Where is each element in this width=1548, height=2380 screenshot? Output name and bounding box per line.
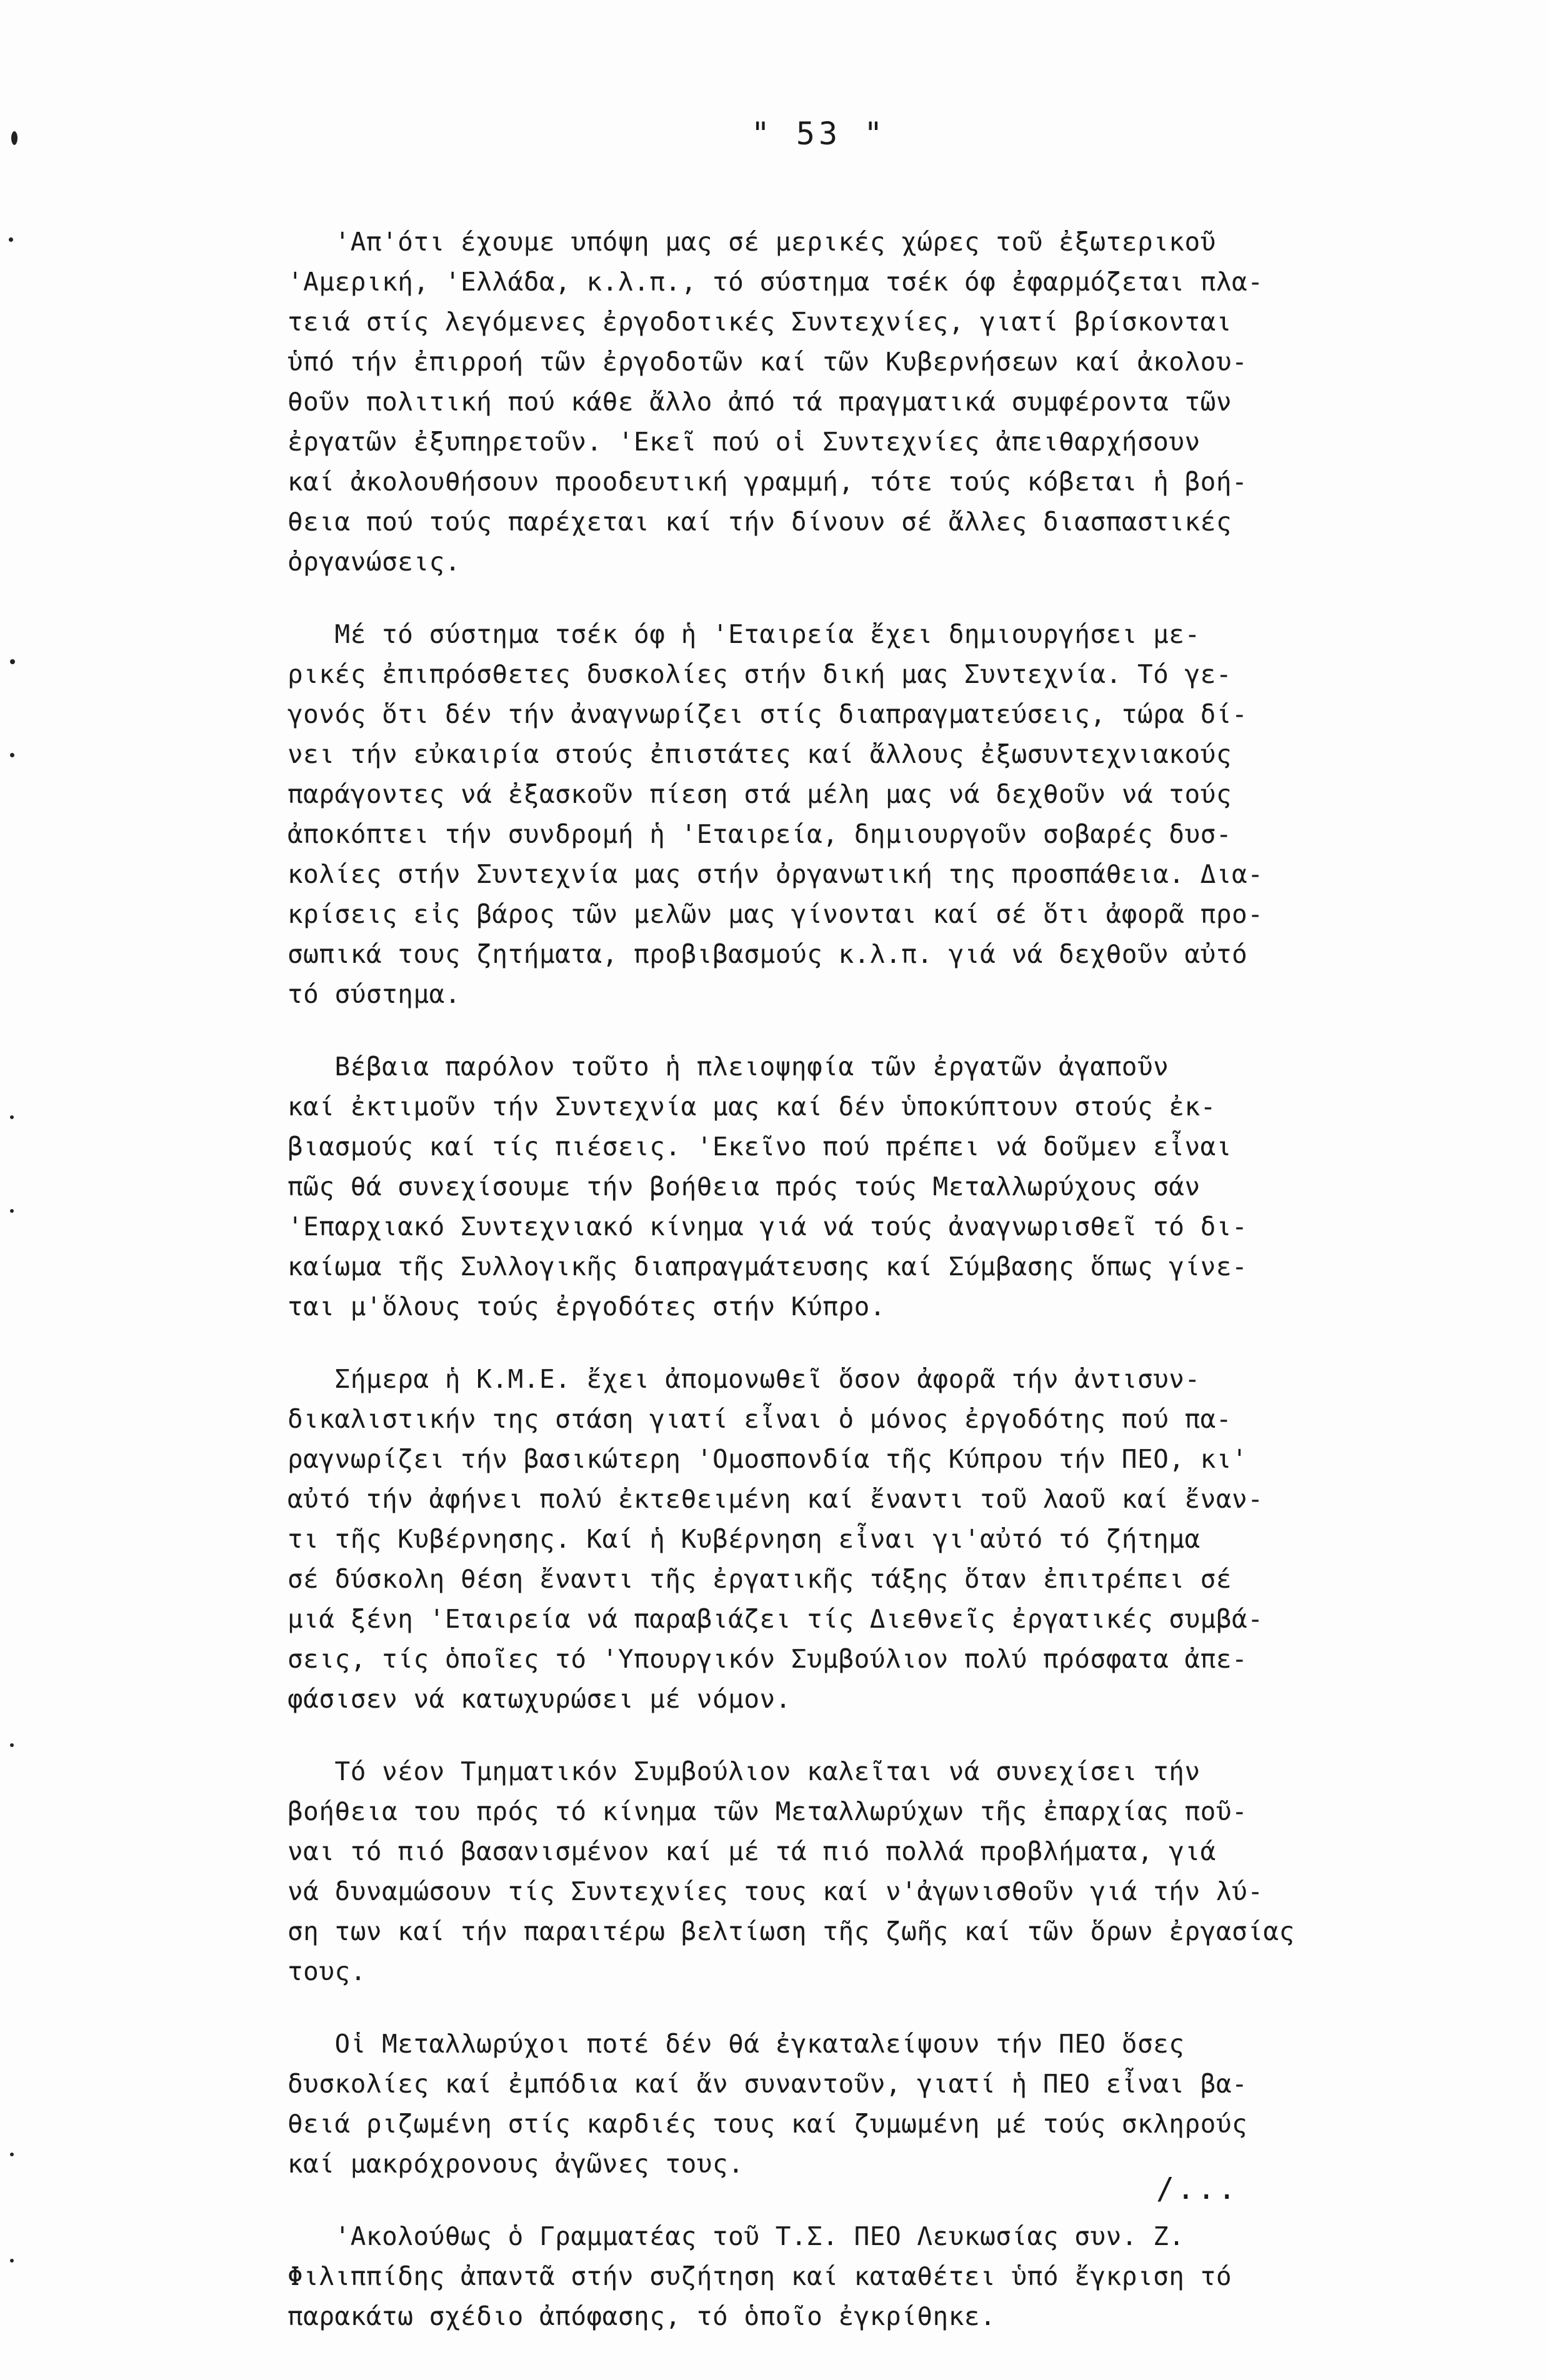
text-line: ται μ'ὅλους τούς ἐργοδότες στήν Κύπρο. (287, 1292, 886, 1322)
text-line: τους. (287, 1956, 366, 1986)
margin-mark (10, 1115, 14, 1119)
paragraph-3 (287, 1047, 1456, 1327)
margin-mark (11, 131, 17, 145)
text-line: καί ἀκολουθήσουν προοδευτική γραμμή, τότε τούς κόβεται ἡ βοή- (287, 467, 1248, 497)
text-line: βοήθεια του πρός τό κίνημα τῶν Μεταλλωρύχων τῆς ἐπαρχίας ποῦ- (287, 1796, 1248, 1826)
paragraph-6 (287, 2024, 1456, 2184)
paragraph-7 (287, 2216, 1456, 2336)
text-line: παρακάτω σχέδιο ἀπόφασης, τό ὁποῖο ἐγκρίθηκε. (287, 2301, 996, 2331)
text-line: γονός ὅτι δέν τήν ἀναγνωρίζει στίς διαπραγματεύσεις, τώρα δί- (287, 699, 1248, 729)
text-line: νει τήν εὐκαιρία στούς ἐπιστάτες καί ἄλλους ἐξωσυντεχνιακούς (287, 739, 1232, 769)
text-line: θεια πού τούς παρέχεται καί τήν δίνουν σέ ἄλλες διασπαστικές (287, 507, 1232, 537)
text-line: αὐτό τήν ἀφήνει πολύ ἐκτεθειμένη καί ἔναντι τοῦ λαοῦ καί ἔναν- (287, 1484, 1264, 1514)
text-line: σεις, τίς ὁποῖες τό 'Υπουργικόν Συμβούλιον πολύ πρόσφατα ἀπε- (287, 1644, 1248, 1674)
text-line: καί μακρόχρονους ἀγῶνες τους. (287, 2149, 744, 2179)
text-line: ρικές ἐπιπρόσθετες δυσκολίες στήν δική μας Συντεχνία. Τό γε- (287, 659, 1232, 689)
margin-mark (10, 753, 14, 757)
text-line: θειά ριζωμένη στίς καρδιές τους καί ζυμωμένη μέ τούς σκληρούς (287, 2109, 1248, 2139)
paragraph-5 (287, 1751, 1456, 1991)
text-line: Μέ τό σύστημα τσέκ όφ ἡ 'Εταιρεία ἔχει δημιουργήσει με- (287, 619, 1201, 649)
text-line: τειά στίς λεγόμενες ἐργοδοτικές Συντεχνίες, γιατί βρίσκονται (287, 307, 1232, 337)
text-line: Τό νέον Τμηματικόν Συμβούλιον καλεῖται νά συνεχίσει τήν (287, 1756, 1201, 1786)
paragraph-4 (287, 1359, 1456, 1719)
text-line: τό σύστημα. (287, 979, 461, 1009)
text-line: ὀργανώσεις. (287, 547, 461, 577)
text-line: δικαλιστικήν της στάση γιατί εἶναι ὁ μόνος ἐργοδότης πού πα- (287, 1404, 1232, 1434)
text-line: μιά ξένη 'Εταιρεία νά παραβιάζει τίς Διεθνεῖς ἐργατικές συμβά- (287, 1604, 1264, 1634)
text-line: ὑπό τήν ἐπιρροή τῶν ἐργοδοτῶν καί τῶν Κυβερνήσεων καί ἀκολου- (287, 347, 1248, 377)
text-line: παράγοντες νά ἐξασκοῦν πίεση στά μέλη μας νά δεχθοῦν νά τούς (287, 779, 1232, 809)
page-number: " 53 " (751, 116, 887, 152)
text-line: ναι τό πιό βασανισμένον καί μέ τά πιό πολλά προβλήματα, γιά (287, 1836, 1216, 1866)
margin-mark (10, 1209, 14, 1213)
text-line: ραγνωρίζει τήν βασικώτερη 'Ομοσπονδία τῆς Κύπρου τήν ΠΕΟ, κι' (287, 1444, 1248, 1474)
text-line: ση των καί τήν παραιτέρω βελτίωση τῆς ζωῆς καί τῶν ὅρων ἐργασίας (287, 1916, 1295, 1946)
text-line: Οἱ Μεταλλωρύχοι ποτέ δέν θά ἐγκαταλείψουν τήν ΠΕΟ ὅσες (287, 2029, 1185, 2059)
text-line: δυσκολίες καί ἐμπόδια καί ἄν συναντοῦν, γιατί ἡ ΠΕΟ εἶναι βα- (287, 2069, 1248, 2099)
body-text (287, 222, 1456, 2369)
text-line: σέ δύσκολη θέση ἔναντι τῆς ἐργατικῆς τάξης ὅταν ἐπιτρέπει σέ (287, 1564, 1232, 1594)
text-line: τι τῆς Κυβέρνησης. Καί ἡ Κυβέρνηση εἶναι γι'αὐτό τό ζήτημα (287, 1524, 1201, 1554)
text-line: 'Επαρχιακό Συντεχνιακό κίνημα γιά νά τούς ἀναγνωρισθεῖ τό δι- (287, 1212, 1248, 1242)
margin-mark (10, 2259, 14, 2263)
text-line: Φιλιππίδης ἀπαντᾶ στήν συζήτηση καί καταθέτει ὑπό ἔγκριση τό (287, 2261, 1232, 2291)
margin-mark (10, 1743, 14, 1747)
margin-mark (9, 237, 13, 242)
text-line: σωπικά τους ζητήματα, προβιβασμούς κ.λ.π. γιά νά δεχθοῦν αὐτό (287, 939, 1248, 969)
text-line: νά δυναμώσουν τίς Συντεχνίες τους καί ν'ἀγωνισθοῦν γιά τήν λύ- (287, 1876, 1264, 1906)
text-line: καί ἐκτιμοῦν τήν Συντεχνία μας καί δέν ὑποκύπτουν στούς ἐκ- (287, 1092, 1216, 1122)
text-line: 'Ακολούθως ὁ Γραμματέας τοῦ Τ.Σ. ΠΕΟ Λευκωσίας συν. Ζ. (287, 2221, 1185, 2251)
text-line: θοῦν πολιτική πού κάθε ἄλλο ἀπό τά πραγματικά συμφέροντα τῶν (287, 387, 1232, 417)
text-line: καίωμα τῆς Συλλογικῆς διαπραγμάτευσης καί Σύμβασης ὅπως γίνε- (287, 1252, 1248, 1282)
text-line: ἀποκόπτει τήν συνδρομή ἡ 'Εταιρεία, δημιουργοῦν σοβαρές δυσ- (287, 819, 1232, 849)
text-line: πῶς θά συνεχίσουμε τήν βοήθεια πρός τούς Μεταλλωρύχους σάν (287, 1172, 1201, 1202)
text-line: 'Απ'ότι έχουμε υπόψη μας σέ μερικές χώρες τοῦ ἐξωτερικοῦ (287, 227, 1216, 257)
paragraph-1 (287, 222, 1456, 582)
paragraph-2 (287, 614, 1456, 1014)
text-line: βιασμούς καί τίς πιέσεις. 'Εκεῖνο πού πρέπει νά δοῦμεν εἶναι (287, 1132, 1232, 1162)
text-line: ἐργατῶν ἐξυπηρετοῦν. 'Εκεῖ πού οἱ Συντεχνίες ἀπειθαρχήσουν (287, 427, 1201, 457)
margin-mark (10, 2153, 14, 2156)
text-line: κρίσεις εἰς βάρος τῶν μελῶν μας γίνονται καί σέ ὅτι ἀφορᾶ προ- (287, 899, 1264, 929)
margin-mark (10, 659, 15, 664)
text-line: φάσισεν νά κατωχυρώσει μέ νόμον. (287, 1684, 791, 1714)
text-line: 'Αμερική, 'Ελλάδα, κ.λ.π., τό σύστημα τσέκ όφ ἐφαρμόζεται πλα- (287, 267, 1264, 297)
text-line: Σήμερα ἡ Κ.Μ.Ε. ἔχει ἀπομονωθεῖ ὅσον ἀφορᾶ τήν ἀντισυν- (287, 1364, 1201, 1394)
continuation-mark: /... (1156, 2171, 1239, 2206)
text-line: Βέβαια παρόλον τοῦτο ἡ πλειοψηφία τῶν ἐργατῶν ἀγαποῦν (287, 1052, 1169, 1082)
text-line: κολίες στήν Συντεχνία μας στήν ὀργανωτική της προσπάθεια. Δια- (287, 859, 1264, 889)
